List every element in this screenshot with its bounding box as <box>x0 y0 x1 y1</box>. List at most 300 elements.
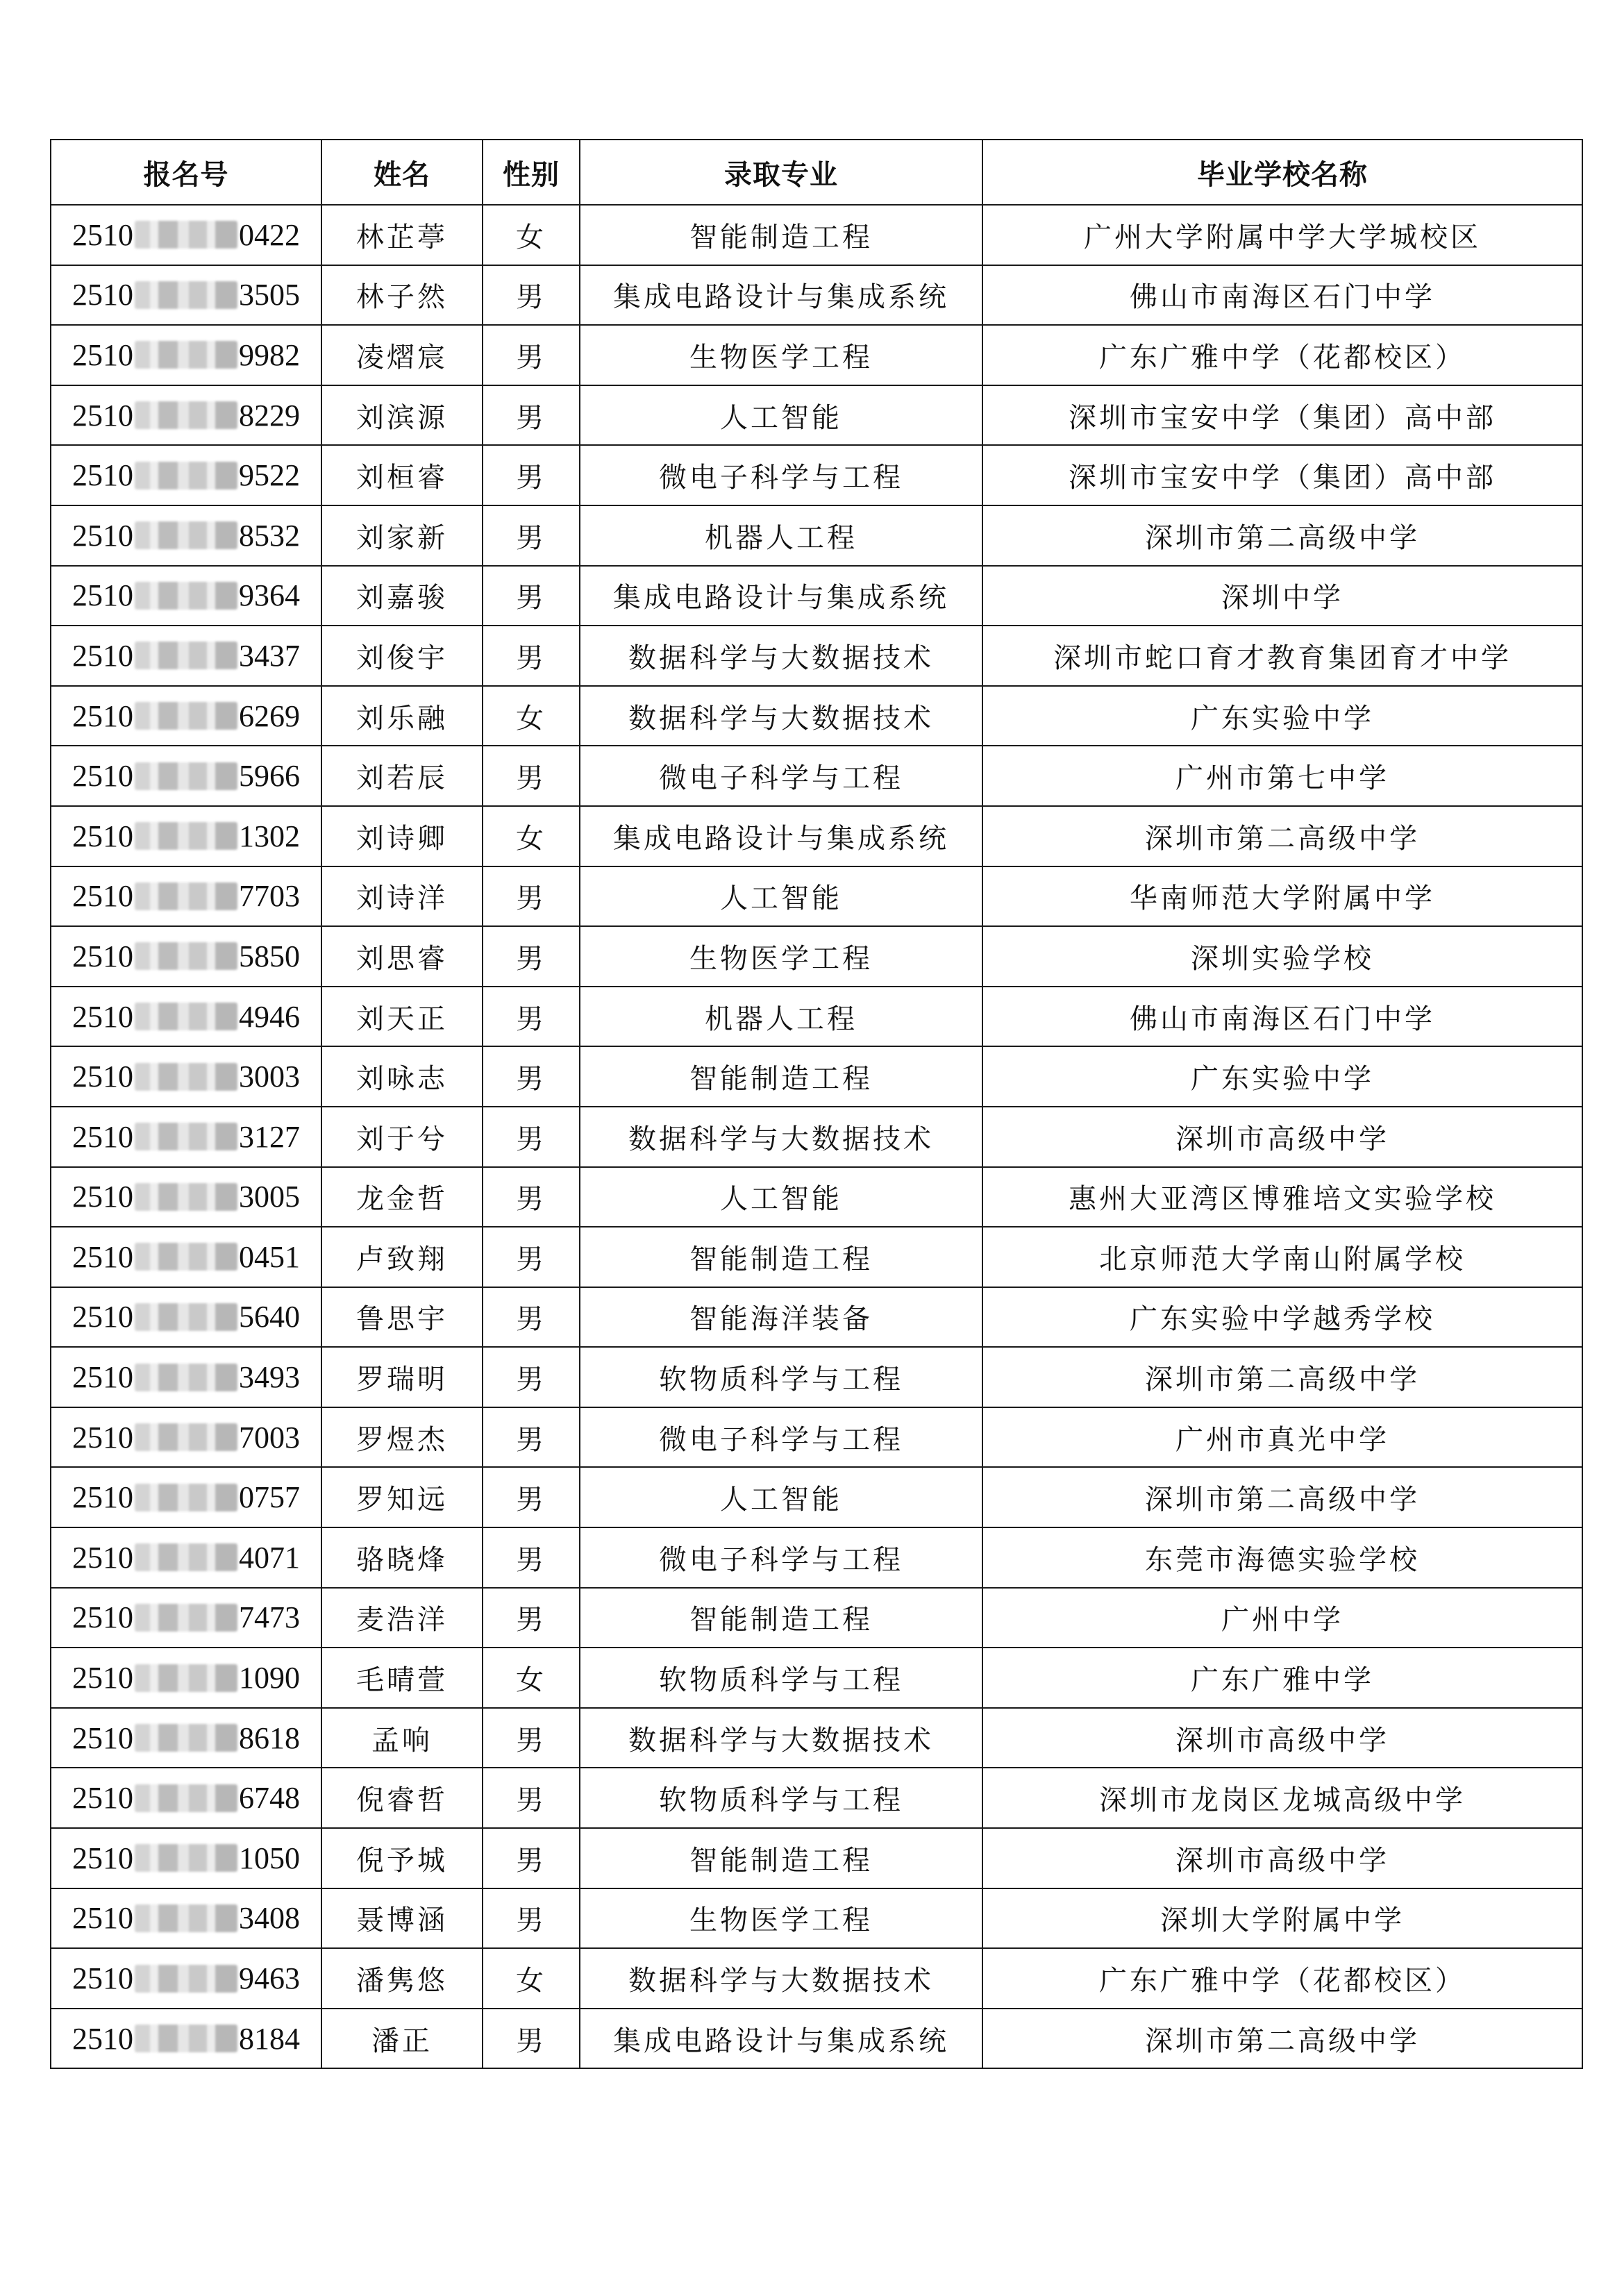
regno-suffix: 4946 <box>239 999 300 1034</box>
cell-name: 刘咏志 <box>321 1046 483 1107</box>
regno-value <box>72 1961 300 1996</box>
cell-major: 软物质科学与工程 <box>580 1768 982 1828</box>
cell-name: 鲁思宇 <box>321 1287 483 1348</box>
cell-gender: 男 <box>483 866 580 927</box>
cell-regno <box>51 1948 321 2009</box>
regno-suffix: 0422 <box>239 217 300 252</box>
redacted-digits <box>135 1123 237 1150</box>
table-row <box>51 1227 1582 1287</box>
cell-name: 罗知远 <box>321 1467 483 1527</box>
table-row <box>51 1648 1582 1708</box>
table-row <box>51 866 1582 927</box>
regno-suffix: 5850 <box>239 939 300 973</box>
table-row <box>51 1287 1582 1348</box>
cell-regno <box>51 686 321 746</box>
regno-prefix: 2510 <box>72 1841 133 1875</box>
table-row <box>51 746 1582 806</box>
cell-name: 毛晴萱 <box>321 1648 483 1708</box>
cell-school: 深圳市龙岗区龙城高级中学 <box>982 1768 1582 1828</box>
cell-gender: 男 <box>483 987 580 1047</box>
table-row <box>51 987 1582 1047</box>
redacted-digits <box>135 2025 237 2052</box>
regno-suffix: 8532 <box>239 518 300 553</box>
regno-prefix: 2510 <box>72 1540 133 1575</box>
regno-suffix: 0757 <box>239 1480 300 1515</box>
cell-gender: 女 <box>483 205 580 265</box>
cell-major: 集成电路设计与集成系统 <box>580 2009 982 2069</box>
cell-gender: 女 <box>483 1648 580 1708</box>
regno-prefix: 2510 <box>72 1360 133 1395</box>
header-name: 姓名 <box>321 140 483 205</box>
table-row <box>51 1948 1582 2009</box>
regno-prefix: 2510 <box>72 999 133 1034</box>
table-row <box>51 1467 1582 1527</box>
table-row <box>51 1347 1582 1407</box>
cell-school: 广州中学 <box>982 1588 1582 1648</box>
cell-regno <box>51 2009 321 2069</box>
cell-major: 智能制造工程 <box>580 1227 982 1287</box>
cell-name: 刘诗洋 <box>321 866 483 927</box>
cell-gender: 男 <box>483 1107 580 1167</box>
regno-prefix: 2510 <box>72 217 133 252</box>
regno-prefix: 2510 <box>72 1961 133 1996</box>
regno-value <box>72 518 300 553</box>
cell-regno <box>51 1407 321 1468</box>
cell-school: 深圳市第二高级中学 <box>982 2009 1582 2069</box>
cell-gender: 男 <box>483 566 580 626</box>
redacted-digits <box>135 1243 237 1271</box>
regno-value <box>72 2021 300 2056</box>
cell-name: 刘天正 <box>321 987 483 1047</box>
cell-school: 广州大学附属中学大学城校区 <box>982 205 1582 265</box>
regno-prefix: 2510 <box>72 698 133 733</box>
cell-major: 智能海洋装备 <box>580 1287 982 1348</box>
cell-gender: 男 <box>483 265 580 326</box>
cell-regno <box>51 1828 321 1888</box>
cell-name: 聂博涵 <box>321 1888 483 1949</box>
redacted-digits <box>135 1003 237 1030</box>
regno-suffix: 3505 <box>239 278 300 312</box>
table-row <box>51 1588 1582 1648</box>
cell-name: 罗瑞明 <box>321 1347 483 1407</box>
cell-regno <box>51 1287 321 1348</box>
regno-prefix: 2510 <box>72 1720 133 1755</box>
regno-prefix: 2510 <box>72 1239 133 1274</box>
cell-school: 广东广雅中学（花都校区） <box>982 1948 1582 2009</box>
regno-prefix: 2510 <box>72 1661 133 1695</box>
regno-suffix: 7003 <box>239 1420 300 1455</box>
redacted-digits <box>135 281 237 309</box>
regno-suffix: 8229 <box>239 398 300 433</box>
regno-suffix: 3003 <box>239 1059 300 1094</box>
redacted-digits <box>135 762 237 790</box>
cell-school: 广东实验中学越秀学校 <box>982 1287 1582 1348</box>
regno-prefix: 2510 <box>72 1119 133 1154</box>
regno-value <box>72 1600 300 1635</box>
cell-gender: 男 <box>483 325 580 385</box>
cell-regno <box>51 205 321 265</box>
cell-name: 凌熠宸 <box>321 325 483 385</box>
cell-school: 广东实验中学 <box>982 1046 1582 1107</box>
cell-major: 软物质科学与工程 <box>580 1347 982 1407</box>
cell-name: 刘桓睿 <box>321 445 483 505</box>
regno-suffix: 9522 <box>239 458 300 493</box>
regno-value <box>72 939 300 974</box>
redacted-digits <box>135 1664 237 1692</box>
regno-value <box>72 698 300 734</box>
regno-suffix: 5640 <box>239 1300 300 1334</box>
regno-suffix: 9463 <box>239 1961 300 1996</box>
regno-suffix: 3408 <box>239 1901 300 1936</box>
cell-school: 广州市真光中学 <box>982 1407 1582 1468</box>
cell-regno <box>51 1167 321 1227</box>
regno-value <box>72 1540 300 1575</box>
regno-suffix: 8618 <box>239 1720 300 1755</box>
cell-major: 机器人工程 <box>580 987 982 1047</box>
cell-regno <box>51 1708 321 1768</box>
cell-gender: 男 <box>483 1527 580 1588</box>
cell-regno <box>51 926 321 987</box>
cell-name: 刘若辰 <box>321 746 483 806</box>
regno-prefix: 2510 <box>72 458 133 493</box>
cell-gender: 男 <box>483 1828 580 1888</box>
table-row <box>51 385 1582 446</box>
cell-gender: 男 <box>483 445 580 505</box>
redacted-digits <box>135 942 237 970</box>
cell-name: 麦浩洋 <box>321 1588 483 1648</box>
cell-major: 数据科学与大数据技术 <box>580 1708 982 1768</box>
table-row <box>51 1046 1582 1107</box>
header-school: 毕业学校名称 <box>982 140 1582 205</box>
cell-major: 软物质科学与工程 <box>580 1648 982 1708</box>
table-row <box>51 926 1582 987</box>
regno-value <box>72 878 300 914</box>
cell-major: 集成电路设计与集成系统 <box>580 806 982 866</box>
cell-major: 智能制造工程 <box>580 1828 982 1888</box>
regno-prefix: 2510 <box>72 278 133 312</box>
cell-name: 潘隽悠 <box>321 1948 483 2009</box>
table-row <box>51 505 1582 566</box>
table-row <box>51 1708 1582 1768</box>
regno-suffix: 5966 <box>239 759 300 794</box>
cell-major: 微电子科学与工程 <box>580 1407 982 1468</box>
regno-prefix: 2510 <box>72 1781 133 1816</box>
header-gender: 性别 <box>483 140 580 205</box>
redacted-digits <box>135 882 237 910</box>
regno-value <box>72 1900 300 1936</box>
regno-prefix: 2510 <box>72 2021 133 2056</box>
cell-regno <box>51 746 321 806</box>
cell-major: 人工智能 <box>580 1467 982 1527</box>
table-row <box>51 2009 1582 2069</box>
regno-prefix: 2510 <box>72 1600 133 1635</box>
cell-major: 数据科学与大数据技术 <box>580 626 982 686</box>
cell-gender: 男 <box>483 505 580 566</box>
cell-major: 智能制造工程 <box>580 205 982 265</box>
cell-name: 潘正 <box>321 2009 483 2069</box>
cell-major: 集成电路设计与集成系统 <box>580 566 982 626</box>
redacted-digits <box>135 1423 237 1451</box>
table-row <box>51 1527 1582 1588</box>
cell-gender: 女 <box>483 686 580 746</box>
regno-value <box>72 1660 300 1695</box>
cell-regno <box>51 385 321 446</box>
cell-gender: 男 <box>483 1588 580 1648</box>
redacted-digits <box>135 1604 237 1632</box>
cell-major: 数据科学与大数据技术 <box>580 1948 982 2009</box>
regno-suffix: 6748 <box>239 1781 300 1816</box>
cell-regno <box>51 1107 321 1167</box>
cell-school: 深圳市高级中学 <box>982 1708 1582 1768</box>
cell-school: 深圳市第二高级中学 <box>982 806 1582 866</box>
cell-regno <box>51 566 321 626</box>
cell-gender: 女 <box>483 806 580 866</box>
cell-name: 龙金哲 <box>321 1167 483 1227</box>
redacted-digits <box>135 1183 237 1211</box>
redacted-digits <box>135 1484 237 1511</box>
redacted-digits <box>135 642 237 669</box>
table-row <box>51 1768 1582 1828</box>
cell-gender: 男 <box>483 385 580 446</box>
cell-gender: 男 <box>483 746 580 806</box>
cell-regno <box>51 866 321 927</box>
regno-suffix: 0451 <box>239 1239 300 1274</box>
cell-regno <box>51 1527 321 1588</box>
redacted-digits <box>135 582 237 610</box>
redacted-digits <box>135 521 237 549</box>
cell-school: 北京师范大学南山附属学校 <box>982 1227 1582 1287</box>
cell-major: 生物医学工程 <box>580 1888 982 1949</box>
regno-value <box>72 1780 300 1816</box>
cell-school: 东莞市海德实验学校 <box>982 1527 1582 1588</box>
table-row <box>51 1828 1582 1888</box>
cell-gender: 男 <box>483 1227 580 1287</box>
cell-gender: 男 <box>483 1287 580 1348</box>
table-row <box>51 1107 1582 1167</box>
table-row <box>51 806 1582 866</box>
regno-prefix: 2510 <box>72 518 133 553</box>
cell-gender: 男 <box>483 1046 580 1107</box>
cell-name: 刘家新 <box>321 505 483 566</box>
table-row <box>51 1167 1582 1227</box>
cell-major: 生物医学工程 <box>580 926 982 987</box>
cell-major: 机器人工程 <box>580 505 982 566</box>
cell-school: 深圳市高级中学 <box>982 1107 1582 1167</box>
regno-prefix: 2510 <box>72 819 133 853</box>
redacted-digits <box>135 1724 237 1752</box>
cell-major: 人工智能 <box>580 1167 982 1227</box>
regno-suffix: 3005 <box>239 1180 300 1214</box>
cell-name: 刘嘉骏 <box>321 566 483 626</box>
cell-major: 数据科学与大数据技术 <box>580 686 982 746</box>
table-row <box>51 1407 1582 1468</box>
cell-school: 深圳市第二高级中学 <box>982 505 1582 566</box>
cell-regno <box>51 1347 321 1407</box>
cell-major: 生物医学工程 <box>580 325 982 385</box>
cell-gender: 男 <box>483 1888 580 1949</box>
cell-name: 骆晓烽 <box>321 1527 483 1588</box>
regno-value <box>72 337 300 373</box>
cell-gender: 男 <box>483 1347 580 1407</box>
cell-major: 微电子科学与工程 <box>580 1527 982 1588</box>
cell-regno <box>51 1588 321 1648</box>
regno-value <box>72 819 300 854</box>
regno-value <box>72 1119 300 1155</box>
redacted-digits <box>135 221 237 249</box>
cell-school: 深圳市第二高级中学 <box>982 1467 1582 1527</box>
cell-gender: 男 <box>483 1467 580 1527</box>
regno-prefix: 2510 <box>72 1300 133 1334</box>
regno-prefix: 2510 <box>72 879 133 914</box>
regno-value <box>72 1841 300 1876</box>
regno-prefix: 2510 <box>72 638 133 673</box>
redacted-digits <box>135 1303 237 1331</box>
cell-school: 深圳市第二高级中学 <box>982 1347 1582 1407</box>
cell-major: 集成电路设计与集成系统 <box>580 265 982 326</box>
regno-suffix: 9982 <box>239 337 300 372</box>
cell-regno <box>51 1046 321 1107</box>
cell-name: 刘于兮 <box>321 1107 483 1167</box>
redacted-digits <box>135 1784 237 1812</box>
regno-value <box>72 578 300 613</box>
cell-gender: 男 <box>483 1167 580 1227</box>
cell-major: 智能制造工程 <box>580 1046 982 1107</box>
cell-school: 深圳实验学校 <box>982 926 1582 987</box>
regno-suffix: 8184 <box>239 2021 300 2056</box>
cell-school: 深圳市宝安中学（集团）高中部 <box>982 385 1582 446</box>
cell-regno <box>51 987 321 1047</box>
admission-table <box>50 139 1583 2069</box>
cell-school: 广东实验中学 <box>982 686 1582 746</box>
cell-school: 佛山市南海区石门中学 <box>982 987 1582 1047</box>
table-row <box>51 686 1582 746</box>
regno-value <box>72 277 300 312</box>
table-row <box>51 626 1582 686</box>
cell-regno <box>51 1648 321 1708</box>
cell-major: 智能制造工程 <box>580 1588 982 1648</box>
header-major: 录取专业 <box>580 140 982 205</box>
cell-name: 刘诗卿 <box>321 806 483 866</box>
cell-major: 微电子科学与工程 <box>580 746 982 806</box>
cell-gender: 女 <box>483 1948 580 2009</box>
regno-suffix: 3437 <box>239 638 300 673</box>
cell-regno <box>51 1888 321 1949</box>
regno-value <box>72 638 300 673</box>
redacted-digits <box>135 1543 237 1571</box>
cell-regno <box>51 445 321 505</box>
table-row <box>51 566 1582 626</box>
cell-school: 广东广雅中学（花都校区） <box>982 325 1582 385</box>
cell-name: 倪予城 <box>321 1828 483 1888</box>
cell-name: 刘滨源 <box>321 385 483 446</box>
cell-major: 人工智能 <box>580 866 982 927</box>
cell-major: 微电子科学与工程 <box>580 445 982 505</box>
redacted-digits <box>135 462 237 489</box>
regno-value <box>72 398 300 433</box>
regno-value <box>72 217 300 253</box>
regno-value <box>72 1239 300 1275</box>
table-row <box>51 1888 1582 1949</box>
cell-regno <box>51 505 321 566</box>
regno-prefix: 2510 <box>72 1420 133 1455</box>
table-body <box>51 205 1582 2068</box>
regno-value <box>72 1420 300 1455</box>
regno-prefix: 2510 <box>72 337 133 372</box>
redacted-digits <box>135 1965 237 1993</box>
regno-suffix: 7473 <box>239 1600 300 1635</box>
cell-gender: 男 <box>483 926 580 987</box>
cell-name: 卢致翔 <box>321 1227 483 1287</box>
cell-regno <box>51 1227 321 1287</box>
cell-gender: 男 <box>483 1407 580 1468</box>
regno-suffix: 7703 <box>239 879 300 914</box>
redacted-digits <box>135 1364 237 1391</box>
table-row <box>51 205 1582 265</box>
redacted-digits <box>135 702 237 730</box>
cell-name: 罗煜杰 <box>321 1407 483 1468</box>
cell-gender: 男 <box>483 626 580 686</box>
regno-prefix: 2510 <box>72 1180 133 1214</box>
cell-name: 刘思睿 <box>321 926 483 987</box>
regno-prefix: 2510 <box>72 939 133 973</box>
redacted-digits <box>135 822 237 850</box>
regno-value <box>72 1179 300 1214</box>
redacted-digits <box>135 341 237 369</box>
regno-prefix: 2510 <box>72 1901 133 1936</box>
regno-suffix: 3493 <box>239 1360 300 1395</box>
table-row <box>51 445 1582 505</box>
cell-school: 深圳市蛇口育才教育集团育才中学 <box>982 626 1582 686</box>
regno-value <box>72 1480 300 1515</box>
cell-gender: 男 <box>483 2009 580 2069</box>
cell-school: 深圳市宝安中学（集团）高中部 <box>982 445 1582 505</box>
regno-suffix: 1302 <box>239 819 300 853</box>
cell-regno <box>51 1467 321 1527</box>
cell-regno <box>51 1768 321 1828</box>
cell-name: 刘俊宇 <box>321 626 483 686</box>
regno-suffix: 4071 <box>239 1540 300 1575</box>
cell-name: 刘乐融 <box>321 686 483 746</box>
cell-major: 人工智能 <box>580 385 982 446</box>
cell-name: 倪睿哲 <box>321 1768 483 1828</box>
cell-school: 深圳中学 <box>982 566 1582 626</box>
cell-regno <box>51 806 321 866</box>
cell-major: 数据科学与大数据技术 <box>580 1107 982 1167</box>
regno-prefix: 2510 <box>72 1480 133 1515</box>
cell-gender: 男 <box>483 1768 580 1828</box>
cell-regno <box>51 626 321 686</box>
cell-school: 深圳大学附属中学 <box>982 1888 1582 1949</box>
regno-suffix: 1090 <box>239 1661 300 1695</box>
cell-school: 广州市第七中学 <box>982 746 1582 806</box>
cell-school: 佛山市南海区石门中学 <box>982 265 1582 326</box>
regno-prefix: 2510 <box>72 1059 133 1094</box>
regno-suffix: 9364 <box>239 578 300 613</box>
cell-regno <box>51 325 321 385</box>
regno-suffix: 3127 <box>239 1119 300 1154</box>
redacted-digits <box>135 1063 237 1091</box>
redacted-digits <box>135 1904 237 1932</box>
regno-value <box>72 458 300 493</box>
regno-prefix: 2510 <box>72 578 133 613</box>
regno-value <box>72 1059 300 1094</box>
regno-value <box>72 1359 300 1395</box>
cell-school: 广东广雅中学 <box>982 1648 1582 1708</box>
table-row <box>51 325 1582 385</box>
regno-value <box>72 999 300 1034</box>
regno-prefix: 2510 <box>72 398 133 433</box>
redacted-digits <box>135 1844 237 1872</box>
